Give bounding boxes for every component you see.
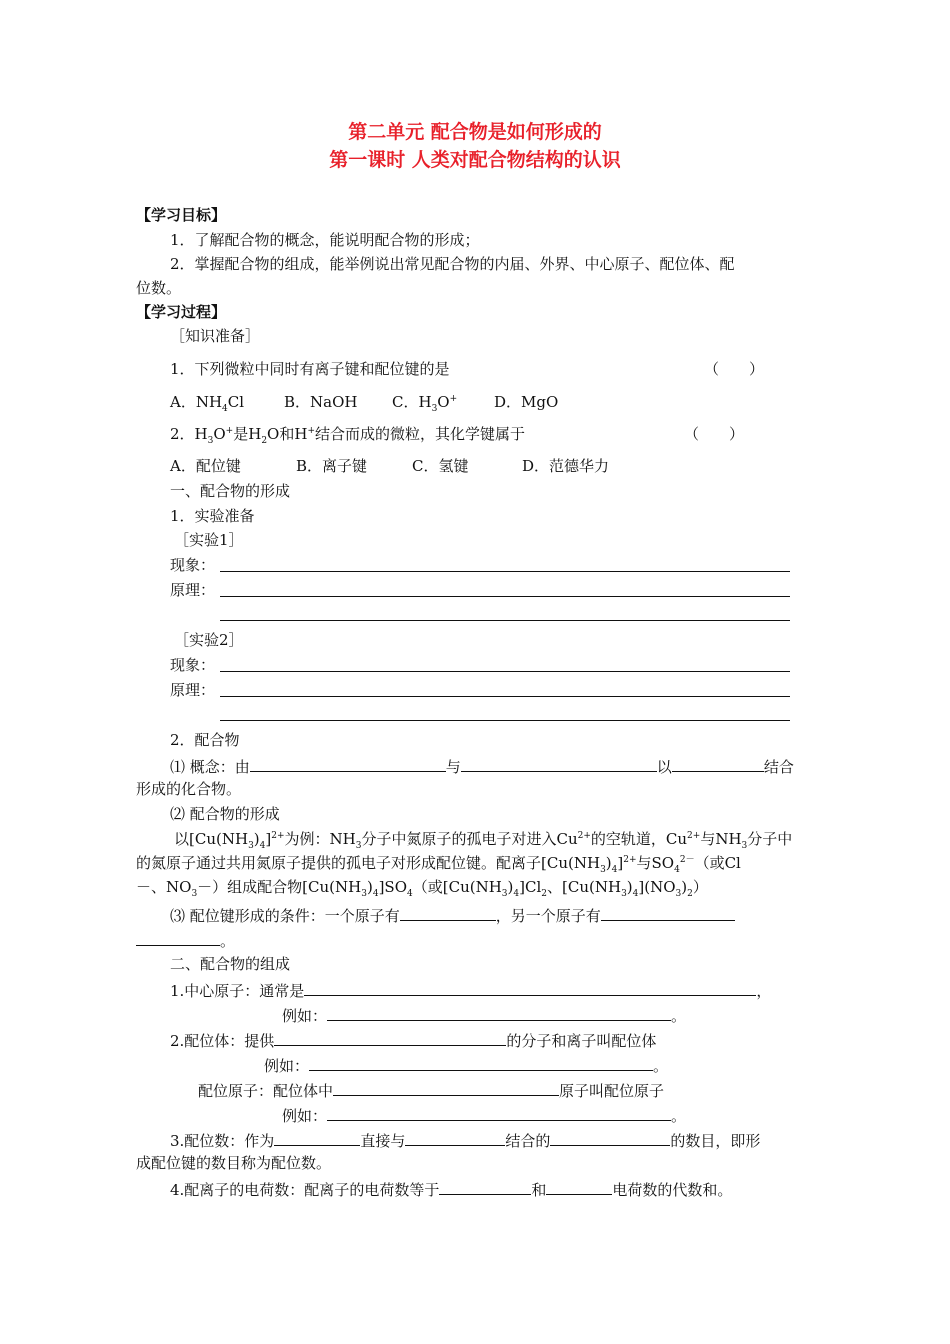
exp1-principle-blank-1[interactable]	[220, 596, 790, 597]
exp2-principle-blank-2[interactable]	[220, 720, 790, 721]
question-1-answer-paren[interactable]: （ ）	[704, 360, 765, 378]
page-title: 第二单元 配合物是如何形成的	[348, 121, 602, 143]
formation-heading: ⑵ 配合物的形成	[170, 805, 280, 823]
section-1-heading: 一、配合物的形成	[170, 482, 291, 500]
question-2: 2．$H_3O^+$是$H_2O$和H+结合而成的微粒，其化学键属于	[170, 425, 525, 446]
ligand-line: 2.配位体：提供 的分子和离子叫配位体	[170, 1029, 656, 1051]
q1-option-a: A．$NH_4Cl$	[170, 393, 245, 414]
ligand-blank[interactable]	[274, 1029, 506, 1046]
complex-subheading: 2．配合物	[170, 731, 240, 749]
condition-line-2: 。	[136, 929, 235, 951]
cn-blank-1[interactable]	[274, 1129, 360, 1146]
q2-option-d: D．范德华力	[522, 457, 610, 475]
condition-blank-1[interactable]	[400, 904, 496, 921]
page-subtitle: 第一课时 人类对配合物结构的认识	[329, 149, 621, 171]
cn-blank-2[interactable]	[405, 1129, 505, 1146]
exp1-phenomenon-label: 现象：	[170, 556, 216, 574]
charge-blank-1[interactable]	[439, 1178, 531, 1195]
donor-atom-example: 例如： 。	[282, 1104, 686, 1126]
q1-option-c: C．$H_3O^+$	[392, 393, 458, 414]
central-atom-example-blank[interactable]	[327, 1004, 671, 1021]
q2-option-c: C．氢键	[412, 457, 469, 475]
donor-atom-blank[interactable]	[333, 1079, 559, 1096]
goal-item-2-cont: 位数。	[136, 279, 182, 297]
exp2-principle-blank-1[interactable]	[220, 696, 790, 697]
condition-line: ⑶ 配位键形成的条件：一个原子有 ，另一个原子有	[170, 904, 735, 926]
concept-blank-2[interactable]	[461, 755, 657, 772]
central-atom-line: 1.中心原子：通常是 ，	[170, 979, 771, 1001]
question-2-answer-paren[interactable]: （ ）	[684, 425, 745, 443]
q1-option-d: D．MgO	[494, 393, 559, 411]
concept-line: ⑴ 概念：由 与 以 结合	[170, 755, 794, 777]
exp2-principle-label: 原理：	[170, 681, 216, 699]
process-heading: 【学习过程】	[136, 303, 227, 321]
ligand-example: 例如： 。	[264, 1054, 668, 1076]
exp1-principle-label: 原理：	[170, 581, 216, 599]
goal-item-1: 1．了解配合物的概念，能说明配合物的形成；	[170, 231, 480, 249]
exp2-phenomenon-label: 现象：	[170, 656, 216, 674]
exp2-phenomenon-blank[interactable]	[220, 671, 790, 672]
central-atom-blank[interactable]	[304, 979, 756, 996]
section-2-heading: 二、配合物的组成	[170, 955, 291, 973]
formation-para-line-3: －、$NO_3-$）组成配合物$[Cu(NH_3)_4]SO_4$（或$[Cu(NH_3)_4]Cl_2$、$[Cu(NH_3)_4](NO_3)_2$）	[136, 878, 708, 899]
experiment-1-label: ［实验1］	[174, 531, 244, 549]
ion-charge-line: 4.配离子的电荷数：配离子的电荷数等于 和 电荷数的代数和。	[170, 1178, 732, 1200]
exp1-principle-blank-2[interactable]	[220, 620, 790, 621]
knowledge-prep-label: ［知识准备］	[170, 327, 261, 345]
q2-option-a: A．配位键	[170, 457, 241, 475]
coordination-number-line: 3.配位数：作为 直接与 结合的 的数目，即形	[170, 1129, 760, 1151]
donor-atom-line: 配位原子：配位体中 原子叫配位原子	[198, 1079, 664, 1101]
concept-blank-3[interactable]	[672, 755, 764, 772]
q1-option-b: B．NaOH	[284, 393, 358, 411]
experiment-prep: 1．实验准备	[170, 507, 255, 525]
concept-blank-1[interactable]	[250, 755, 446, 772]
coordination-number-line-2: 成配位键的数目称为配位数。	[136, 1154, 332, 1172]
cn-blank-3[interactable]	[550, 1129, 670, 1146]
condition-blank-2[interactable]	[601, 904, 735, 921]
ligand-example-blank[interactable]	[309, 1054, 653, 1071]
charge-blank-2[interactable]	[546, 1178, 612, 1195]
goal-item-2: 2．掌握配合物的组成，能举例说出常见配合物的内届、外界、中心原子、配位体、配	[170, 255, 735, 273]
question-1: 1．下列微粒中同时有离子键和配位键的是	[170, 360, 450, 378]
condition-blank-3[interactable]	[136, 929, 220, 946]
central-atom-example: 例如： 。	[282, 1004, 686, 1026]
exp1-phenomenon-blank[interactable]	[220, 571, 790, 572]
formation-para-line-1: 以$[Cu(NH_3)_4]^{2+}$为例：$NH_3$分子中氮原子的孤电子对进入$Cu^{2+}$的空轨道，$Cu^{2+}$与$NH_3$分子中	[174, 830, 793, 851]
donor-atom-example-blank[interactable]	[327, 1104, 671, 1121]
experiment-2-label: ［实验2］	[174, 631, 244, 649]
formation-para-line-2: 的氮原子通过共用氮原子提供的孤电子对形成配位键。配离子$[Cu(NH_3)_4]^{2+}$与$SO_4^{2-}$（或Cl	[136, 854, 741, 875]
concept-line-2: 形成的化合物。	[136, 780, 242, 798]
goals-heading: 【学习目标】	[136, 206, 227, 224]
q2-option-b: B．离子键	[296, 457, 368, 475]
